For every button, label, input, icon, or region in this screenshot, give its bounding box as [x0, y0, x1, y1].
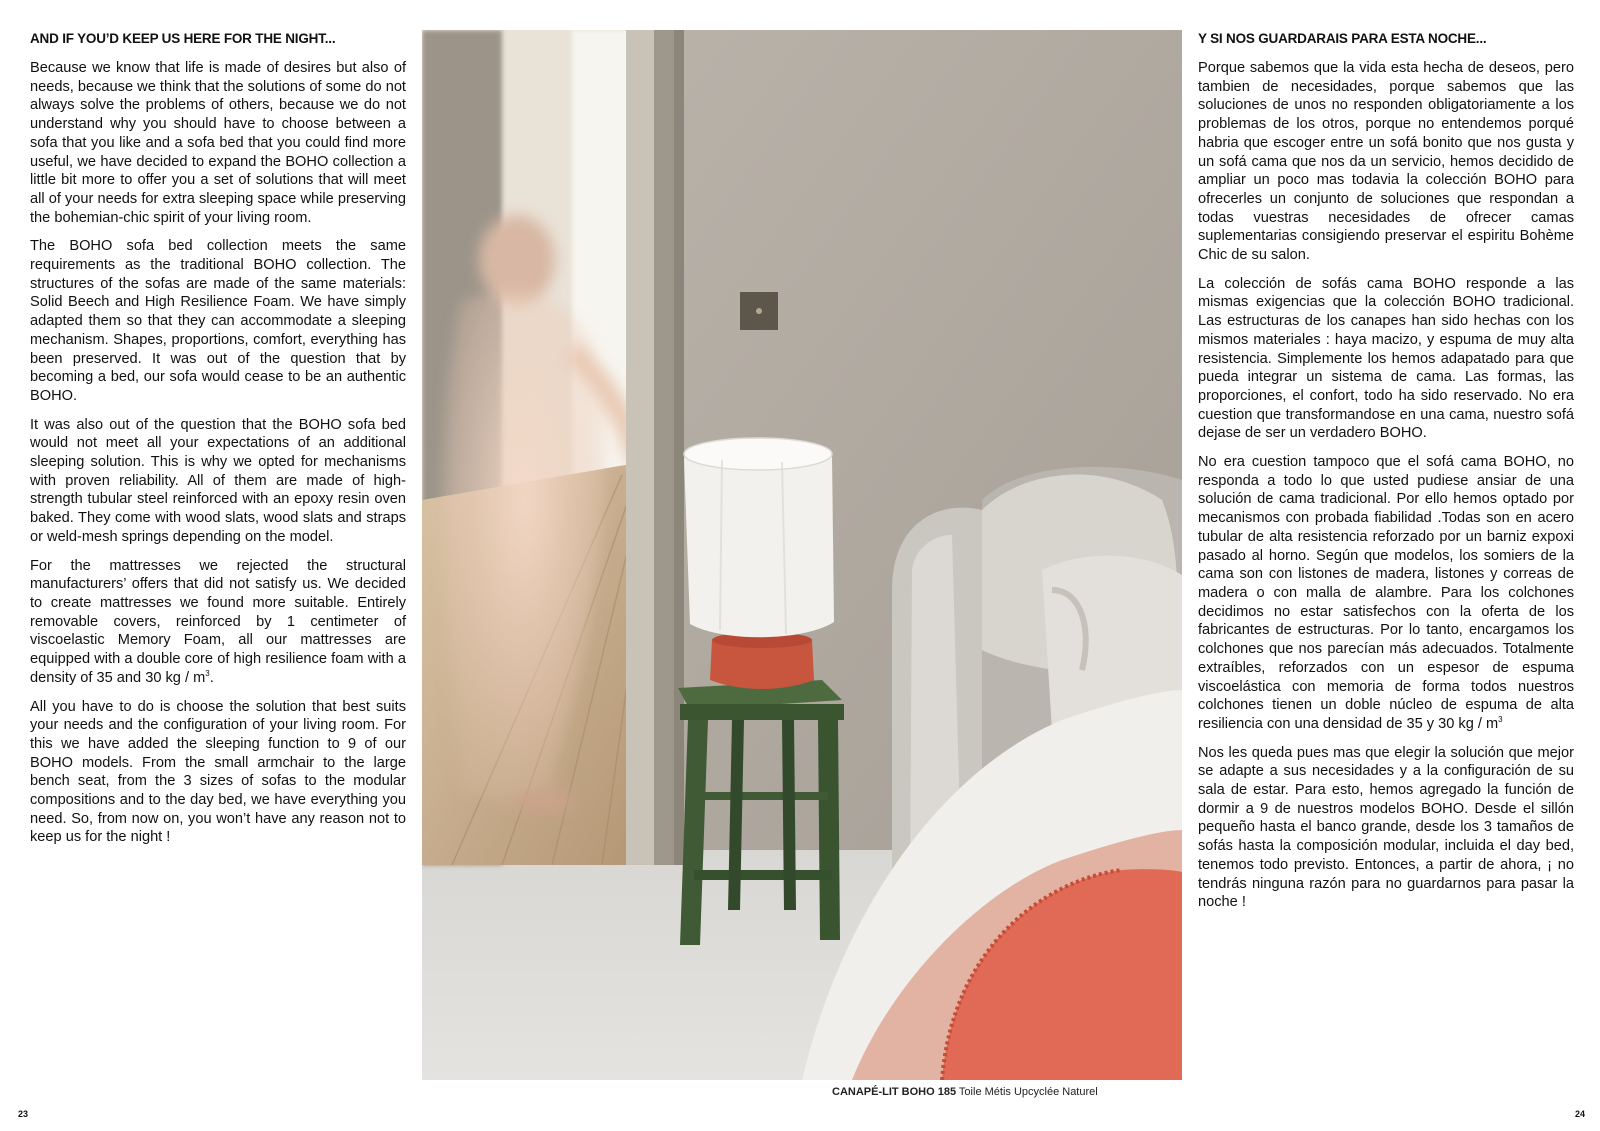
left-paragraph-4 [30, 557, 406, 688]
right-heading: Y SI NOS GUARDARAIS PARA ESTA NOCHE... [1198, 31, 1487, 46]
left-heading: AND IF YOU’D KEEP US HERE FOR THE NIGHT... [30, 31, 336, 46]
right-text-column [1198, 30, 1574, 922]
photo-illustration [422, 30, 1182, 1080]
right-paragraph-2: La colección de sofás cama BOHO responde a las mismas exigencias que la colección BOHO tradicional. Las estructuras de los canapes han sido hechas con los mismos materiales : haya macizo, y espuma de muy alta resistencia. Simplemente los hemos adapatado para que pueda integrar un sistema de cama. Las formas, las proporciones, el confort, todo ha sido reservado. No era cuestion que transformandose en una cama, nuestro sofá dejase de ser un verdadero BOHO. [1198, 275, 1574, 442]
left-paragraph-3: It was also out of the question that the BOHO sofa bed would not meet all your expectations of an additional sleeping solution. This is why we opted for mechanisms with proven reliability. All of them are made of high-strength tubular steel reinforced with an epoxy resin oven baked. They come with wood slats, wood slats and straps or weld-mesh springs depending on the model. [30, 416, 406, 545]
caption-fabric: Toile Métis Upcyclée Naturel [956, 1086, 1098, 1098]
left-paragraph-5: All you have to do is choose the solution that best suits your needs and the configuration of your living room. For this we have added the sleeping function to 9 of our BOHO models. From the small armchair to the large bench seat, from the 3 sizes of sofas to the modular compositions and to the day bed, we have everything you need. So, from now on, you won’t have any reason not to keep us for the night ! [30, 698, 406, 846]
right-paragraph-3 [1198, 453, 1574, 734]
photo-caption [832, 1086, 1098, 1098]
door-frame-shadow [674, 30, 684, 865]
right-superscript: 3 [1498, 715, 1503, 725]
switch-toggle [756, 308, 762, 314]
left-text-column [30, 30, 406, 857]
interior-photo [422, 30, 1182, 1080]
right-paragraph-1: Porque sabemos que la vida esta hecha de deseos, pero tambien de necesidades, porque sabemos que las soluciones de unos no responden obligatoriamente a los problemas de los otros, porque no entendemos porqué habria que escoger entre un sofá bonito que nos gusta y un sofá cama que nos da un servicio, hemos decidido de ampliar un poco mas todavia la colección BOHO para ofrecerles un conjunto de soluciones que respondan a todas vuestras necesidades de ofrecer camas suplementarias consigiendo preservar el espiritu Bohème Chic de su salon. [1198, 60, 1574, 264]
right-paragraph-4: Nos les queda pues mas que elegir la solución que mejor se adapte a sus necesidades y a la configuración de su sala de estar. Para esto, hemos agregado la función de dormir a 9 de nuestros modelos BOHO. Desde el sillón pequeño hasta el banco grande, desde los 3 tamaños de sofás hasta la composición modular, incluida el day bed, tenemos todo previsto. Entonces, a partir de ahora, ¡ no tendrás ninguna razón para no guardarnos para pasar la noche ! [1198, 744, 1574, 911]
page-number-left: 23 [18, 1109, 29, 1119]
door-panel [626, 30, 654, 865]
left-paragraph-4-text: For the mattresses we rejected the structural manufacturers’ offers that did not satisfy us. We decided to create mattresses we found more suitable. Entirely removable covers, reinforced by 1 centimeter of viscoelastic Memory Foam, all our mattresses are equipped with a double core of high resilience foam with a density of 35 and 30 kg / m [30, 557, 406, 686]
left-paragraph-1: Because we know that life is made of desires but also of needs, because we think that the solutions of some do not always solve the problems of others, because we do not understand why you should have to choose between a sofa that you like and a sofa bed that you could find more useful, we have decided to expand the BOHO collection a little bit more to offer you a set of solutions that will meet all of your needs for extra sleeping space while preserving the bohemian-chic spirit of your living room. [30, 60, 406, 226]
left-superscript: 3 [205, 668, 210, 678]
left-paragraph-2: The BOHO sofa bed collection meets the same requirements as the traditional BOHO collection. The structures of the sofas are made of the same materials: Solid Beech and High Resilience Foam. We have simply adapted them so that they can accommodate a sleeping mechanism. Shapes, proportions, comfort, everything has been preserved. It was out of the question that by becoming a bed, our sofa would cease to be an authentic BOHO. [30, 238, 406, 404]
door-frame [654, 30, 674, 865]
page-number-right: 24 [1575, 1109, 1586, 1119]
right-paragraph-3-text: No era cuestion tampoco que el sofá cama BOHO, no responda a todo lo que usted pudiese ansiar de una solución de cama tradicional. Por ello hemos optado por mecanismos con probada fiabilidad .Todas son en acero tubular de alta resistencia reforzado por un barniz expoxi pasado al horno. Según que modelos, los somiers de la cama son con listones de madera, listones y correas de madera o con malla de alambre. Para los colchones decidimos no estar satisfechos con la oferta de los fabricantes de estructuras. Por lo tanto, encargamos los colchones que nos parecían más adecuados. Totalmente extraíbles, reforzados con un espesor de espuma viscoelástica con memoria de forma todos nuestros colchones tienen un doble núcleo de espuma de alta resiliencia con una densidad de 35 y 30 kg / m [1198, 454, 1574, 732]
caption-model: CANAPÉ-LIT BOHO 185 [832, 1086, 957, 1098]
left-paragraph-4-end: . [209, 669, 214, 686]
